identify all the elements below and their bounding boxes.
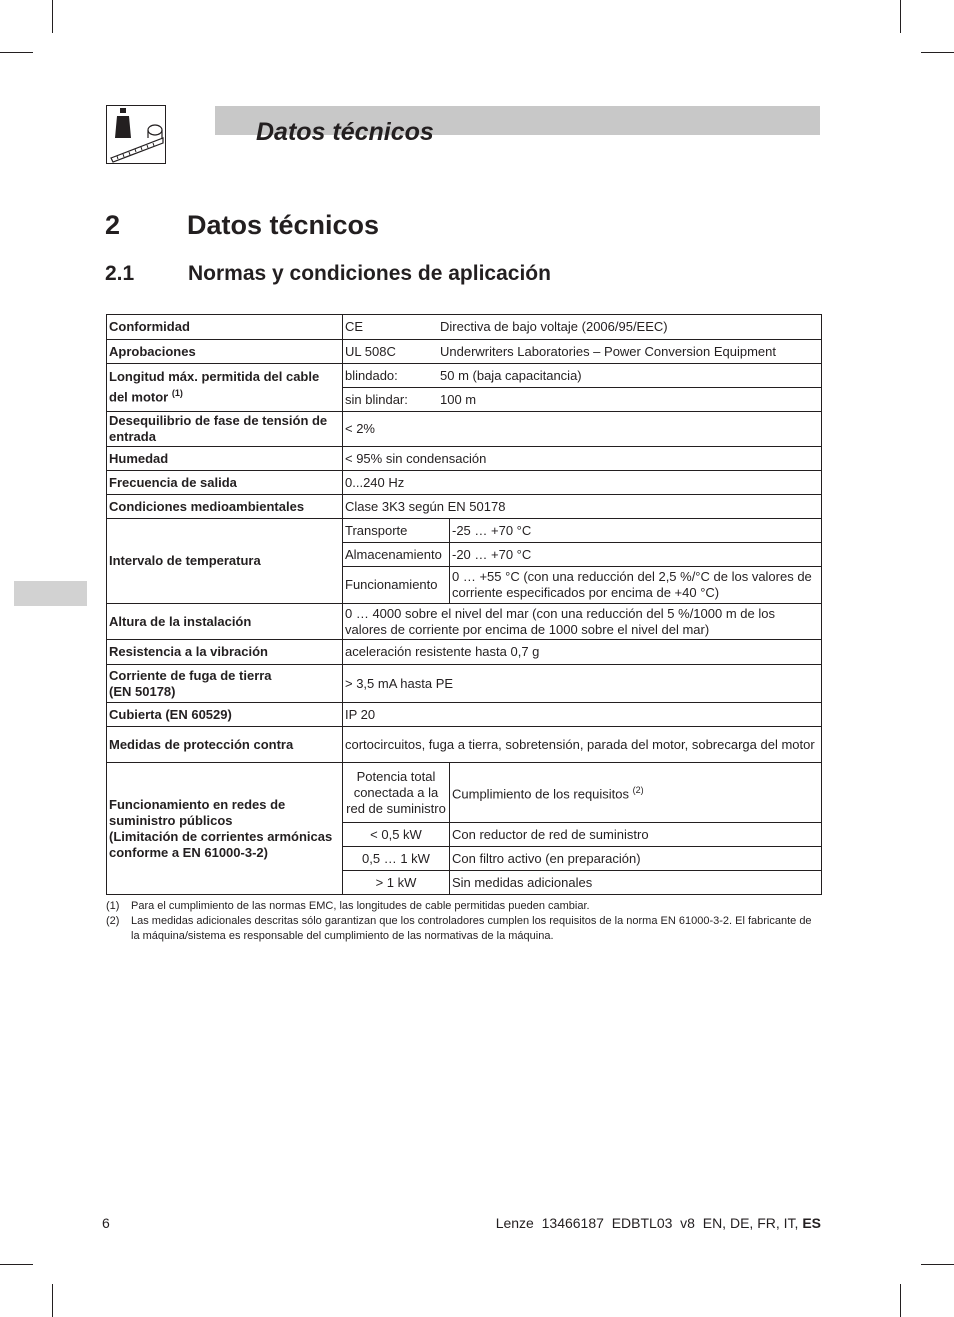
label-line: Corriente de fuga de tierra xyxy=(109,667,272,683)
row-label: Humedad xyxy=(107,447,343,471)
row-label xyxy=(107,665,343,703)
row-value: < 95% sin condensación xyxy=(343,447,822,471)
footnotes xyxy=(106,899,821,944)
row-value xyxy=(343,340,822,364)
table-row xyxy=(107,640,822,665)
label-line: (Limitación de corrientes armónicas conforme a EN 61000-3-2) xyxy=(109,828,333,860)
sub-key: 0,5 … 1 kW xyxy=(343,847,450,871)
row-value xyxy=(343,364,822,388)
table-row xyxy=(107,665,822,703)
value-key: UL 508C xyxy=(345,343,396,359)
document-id-text: Lenze 13466187 EDBTL03 v8 EN, DE, FR, IT, xyxy=(495,1215,803,1231)
label-line: Funcionamiento en redes de suministro públicos xyxy=(109,796,286,828)
row-label: Condiciones medioambientales xyxy=(107,495,343,519)
sub-header-requirements xyxy=(450,763,822,823)
table-row xyxy=(107,763,822,823)
language-side-tab xyxy=(14,581,87,606)
row-label xyxy=(107,364,343,412)
crop-mark xyxy=(0,1264,33,1265)
table-row xyxy=(107,340,822,364)
value-key: sin blindar: xyxy=(345,391,408,407)
active-language: ES xyxy=(802,1215,821,1231)
crop-mark xyxy=(0,52,33,53)
row-value xyxy=(343,315,822,340)
sub-key: Almacenamiento xyxy=(343,543,450,567)
section-number: 2.1 xyxy=(105,262,135,285)
header-text: Cumplimiento de los requisitos xyxy=(452,786,630,802)
sub-value: -20 … +70 °C xyxy=(450,543,822,567)
row-value: < 2% xyxy=(343,412,822,447)
heading-number: 2 xyxy=(105,210,121,240)
value-key: CE xyxy=(345,319,364,334)
document-id xyxy=(496,1215,821,1231)
footnote xyxy=(106,899,821,914)
row-label: Intervalo de temperatura xyxy=(107,519,343,604)
page-title: Datos técnicos xyxy=(187,210,380,240)
table-row xyxy=(107,315,822,340)
table-row xyxy=(107,471,822,495)
sub-key: > 1 kW xyxy=(343,871,450,895)
row-label: Resistencia a la vibración xyxy=(107,640,343,665)
table-row xyxy=(107,412,822,447)
table-row xyxy=(107,364,822,388)
table-row xyxy=(107,727,822,763)
technical-data-weight-icon xyxy=(106,105,166,164)
sub-value: 0 … +55 °C (con una reducción del 2,5 %/°C de los valores de corriente especificados por encima de +40 °C) xyxy=(450,567,822,604)
row-label: Aprobaciones xyxy=(107,340,343,364)
sub-key: Transporte xyxy=(343,519,450,543)
crop-mark xyxy=(52,0,53,33)
table-row xyxy=(107,495,822,519)
header-title: Datos técnicos xyxy=(256,118,434,146)
row-value xyxy=(343,388,822,412)
table-row xyxy=(107,604,822,640)
footnote-number: (1) xyxy=(106,900,120,912)
label-line: (EN 50178) xyxy=(109,683,176,699)
footnote-text: Las medidas adicionales descritas sólo garantizan que los controladores cumplen los requisitos de la norma EN 61000-3-2. El fabricante de la máquina/sistema es responsable del cumplimiento de las normativas de la máquina. xyxy=(131,915,812,942)
section-title: Normas y condiciones de aplicación xyxy=(188,262,551,285)
row-label: Altura de la instalación xyxy=(107,604,343,640)
value-text: 50 m (baja capacitancia) xyxy=(440,367,582,383)
sub-header-power: Potencia total conectada a la red de suministro xyxy=(343,763,450,823)
crop-mark xyxy=(900,1284,901,1317)
sub-key: < 0,5 kW xyxy=(343,823,450,847)
table-row xyxy=(107,519,822,543)
sub-value: Sin medidas adicionales xyxy=(450,871,822,895)
row-value: IP 20 xyxy=(343,703,822,727)
table-row xyxy=(107,447,822,471)
value-text: Underwriters Laboratories – Power Conversion Equipment xyxy=(440,343,776,359)
crop-mark xyxy=(921,52,954,53)
value-text: Directiva de bajo voltaje (2006/95/EEC) xyxy=(440,319,668,334)
label-text: Longitud máx. permitida del cable del motor xyxy=(109,369,320,405)
footnote-text: Para el cumplimiento de las normas EMC, las longitudes de cable permitidas pueden cambiar. xyxy=(131,900,590,912)
crop-mark xyxy=(921,1264,954,1265)
table-row xyxy=(107,703,822,727)
row-label: Frecuencia de salida xyxy=(107,471,343,495)
row-value: aceleración resistente hasta 0,7 g xyxy=(343,640,822,665)
row-value: > 3,5 mA hasta PE xyxy=(343,665,822,703)
crop-mark xyxy=(900,0,901,33)
row-label: Conformidad xyxy=(107,315,343,340)
row-label: Cubierta (EN 60529) xyxy=(107,703,343,727)
sub-key: Funcionamiento xyxy=(343,567,450,604)
value-key: blindado: xyxy=(345,367,398,383)
sub-value: -25 … +70 °C xyxy=(450,519,822,543)
page-number: 6 xyxy=(102,1215,110,1231)
crop-mark xyxy=(52,1284,53,1317)
sub-value: Con filtro activo (en preparación) xyxy=(450,847,822,871)
row-value: 0...240 Hz xyxy=(343,471,822,495)
footnote-number: (2) xyxy=(106,915,120,927)
sub-value: Con reductor de red de suministro xyxy=(450,823,822,847)
value-text: 100 m xyxy=(440,391,477,407)
row-value: cortocircuitos, fuga a tierra, sobretensión, parada del motor, sobrecarga del motor xyxy=(343,727,822,763)
row-value: 0 … 4000 sobre el nivel del mar (con una reducción del 5 %/1000 m de los valores de corriente por encima de 1000 sobre el nivel del mar) xyxy=(343,604,822,640)
row-label: Medidas de protección contra xyxy=(107,727,343,763)
row-label: Desequilibrio de fase de tensión de entrada xyxy=(107,412,343,447)
footnote-ref: (1) xyxy=(171,388,183,399)
footnote xyxy=(106,914,821,944)
row-label xyxy=(107,763,343,895)
row-value: Clase 3K3 según EN 50178 xyxy=(343,495,822,519)
spec-table xyxy=(106,314,822,895)
footnote-ref: (2) xyxy=(632,785,644,796)
